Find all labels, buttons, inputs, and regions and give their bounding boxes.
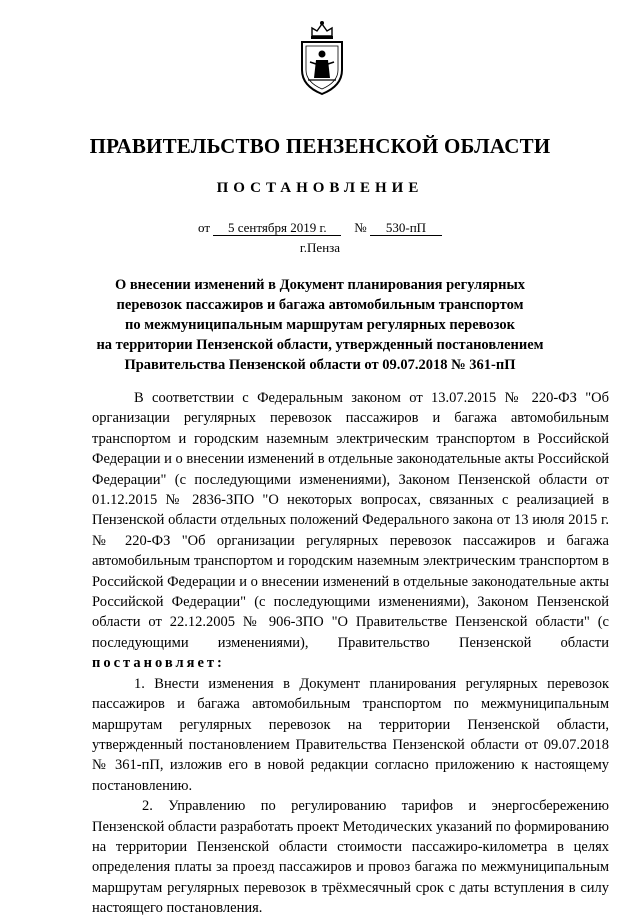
document-heading [60, 275, 580, 375]
heading-line: Правительства Пензенской области от 09.07.2018 № 361-пП [124, 357, 516, 373]
number-prefix: № [354, 220, 367, 235]
preamble-text: В соответствии с Федеральным законом от 13.07.2015 № 220-ФЗ "Об организации регулярных перевозок пассажиров и багажа автомобильным транспортом и городским наземным электрическим транспортом в Российской Федерации и о внесении изменений в отдельные законодательные акты Российской Федерации" (с последующими изменениями), Законом Пензенской области от 01.12.2015 № 2836-ЗПО "О некоторых вопросах, связанных с реализацией в Пензенской области отдельных положений Федерального закона от 13 июля 2015 г. № 220-ФЗ "Об организации регулярных перевозок пассажиров и багажа автомобильным транспортом и городским наземным электрическим транспортом в Российской Федерации и о внесении изменений в отдельные законодательные акты Российской Федерации" (с последующими изменениями), Законом Пензенской области от 22.12.2005 № 906-ЗПО "О Правительстве Пензенской области" (с последующими изменениями), Правительство Пензенской области [92, 390, 610, 651]
heading-line: перевозок пассажиров и багажа автомобильным транспортом [116, 297, 524, 313]
item-2-paragraph: 2. Управлению по регулированию тарифов и энергосбережению Пензенской области разработать проект Методических указаний по формированию на территории Пензенской области стоимости пассажиро-километра в целях определения платы за проезд пассажиров и провоз багажа по межмуниципальным маршрутам регулярных перевозок в трёхмесячный срок с даты вступления в силу настоящего постановления. [92, 798, 609, 917]
date-prefix: от [198, 220, 211, 235]
document-body [92, 388, 609, 919]
government-title: ПРАВИТЕЛЬСТВО ПЕНЗЕНСКОЙ ОБЛАСТИ [89, 134, 551, 158]
heading-line: О внесении изменений в Документ планирования регулярных [114, 277, 526, 293]
coat-of-arms-icon [290, 18, 354, 98]
document-meta [0, 220, 640, 236]
city-label: г.Пенза [299, 240, 341, 255]
heading-line: по межмуниципальным маршрутам регулярных перевозок [124, 317, 515, 333]
document-number: 530-пП [370, 221, 442, 236]
document-type: ПОСТАНОВЛЕНИЕ [216, 180, 424, 196]
preamble-paragraph [92, 388, 609, 674]
heading-line: на территории Пензенской области, утвержденный постановлением [96, 337, 544, 353]
decree-word: постановляет: [92, 655, 225, 672]
item-1-paragraph: 1. Внести изменения в Документ планирования регулярных перевозок пассажиров и багажа автомобильным транспортом по межмуниципальным маршрутам регулярных перевозок на территории Пензенской области, утвержденный постановлением Правительства Пензенской области от 09.07.2018 № 361-пП, изложив его в новой редакции согласно приложению к настоящему постановлению. [92, 675, 609, 794]
document-date: 5 сентября 2019 г. [213, 221, 341, 236]
